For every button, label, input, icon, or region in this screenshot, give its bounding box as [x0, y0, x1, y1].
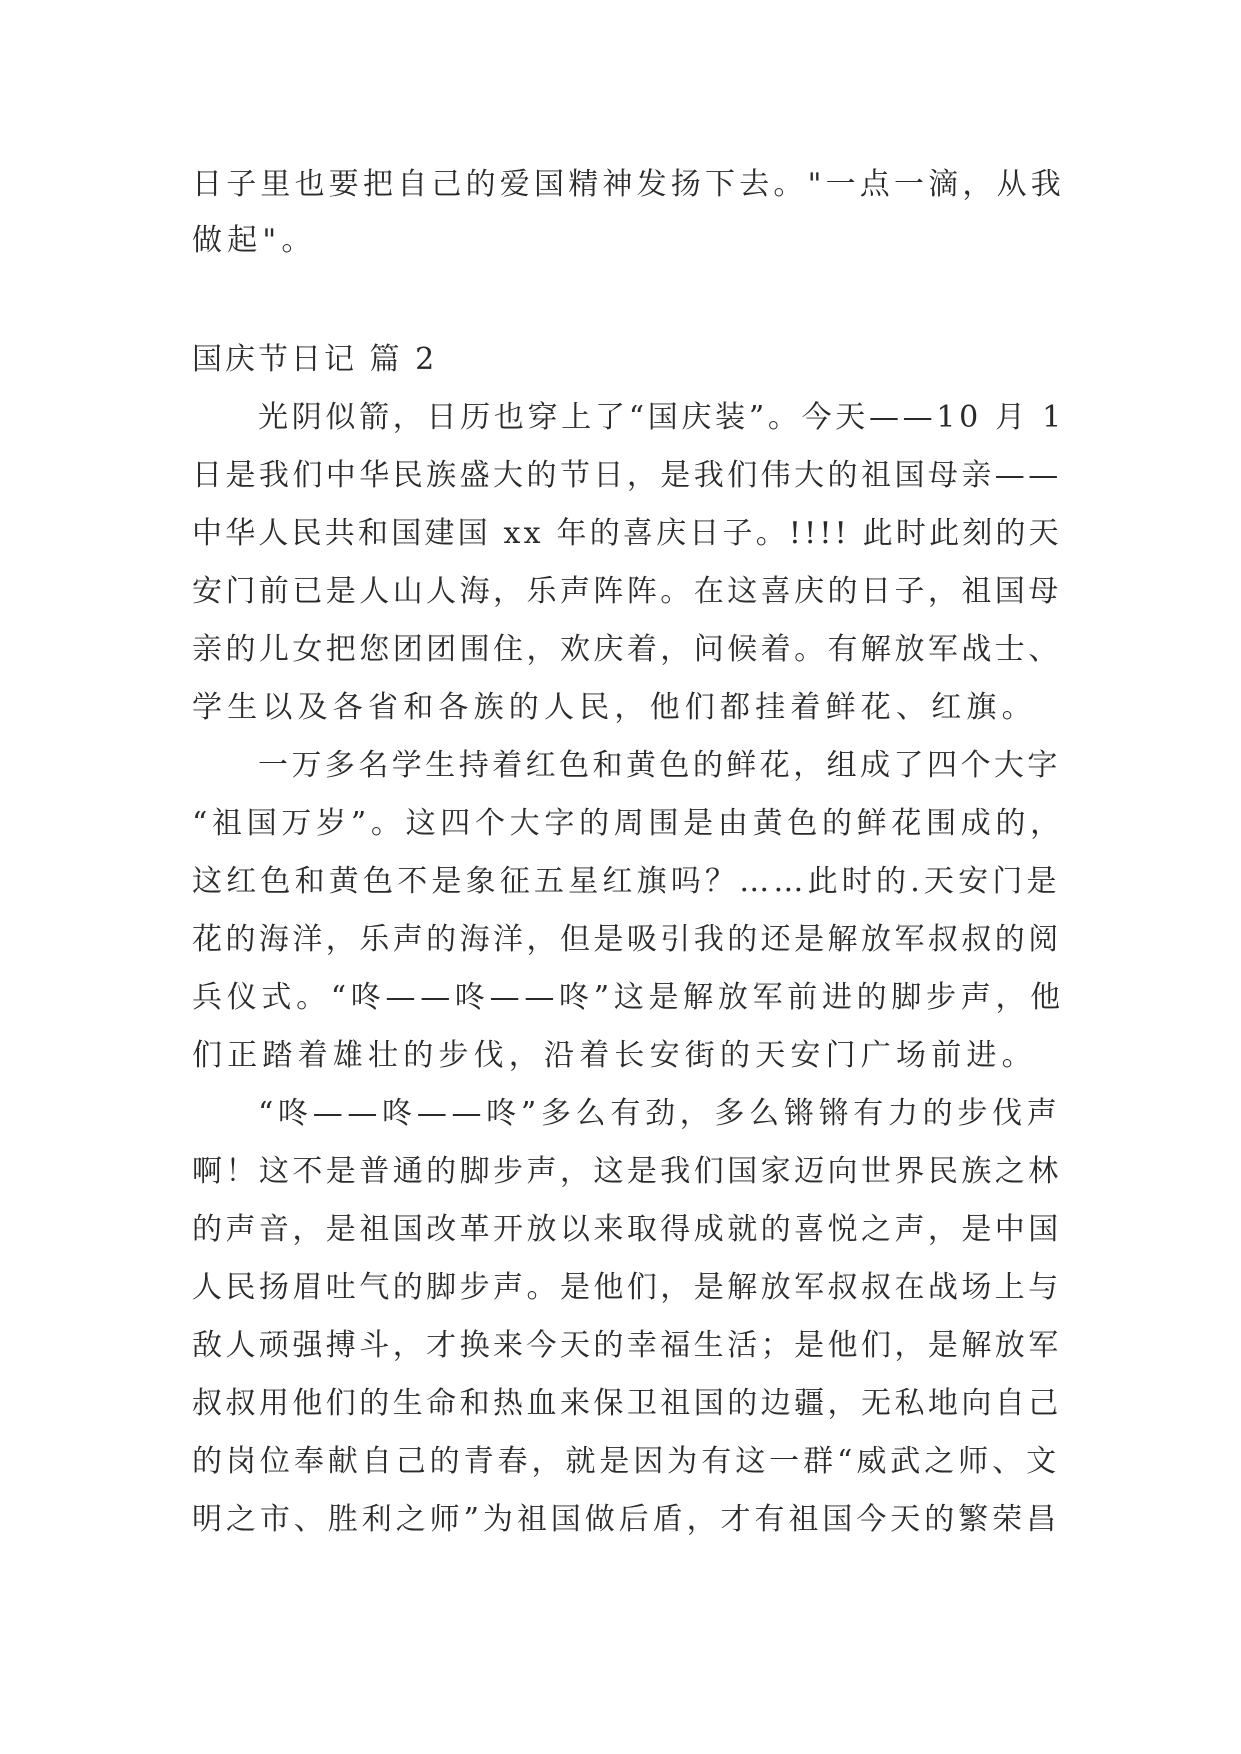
text-line: 明之市、胜利之师”为祖国做后盾，才有祖国今天的繁荣昌 — [192, 1502, 1061, 1537]
text-line: “咚——咚——咚”多么有劲，多么锵锵有力的步伐声 — [258, 1096, 1062, 1131]
text-line: 一万多名学生持着红色和黄色的鲜花，组成了四个大字 — [258, 748, 1061, 783]
text-line: 日子里也要把自己的爱国精神发扬下去。"一点一滴，从我 — [192, 167, 1065, 202]
text-line: 日是我们中华民族盛大的节日，是我们伟大的祖国母亲—— — [192, 458, 1062, 493]
text-line: 啊！这不是普通的脚步声，这是我们国家迈向世界民族之林 — [192, 1154, 1062, 1189]
text-line: 兵仪式。“咚——咚——咚”这是解放军前进的脚步声，他 — [192, 980, 1065, 1015]
text-line: 安门前已是人山人海，乐声阵阵。在这喜庆的日子，祖国母 — [192, 574, 1062, 609]
text-line: 人民扬眉吐气的脚步声。是他们，是解放军叔叔在战场上与 — [192, 1270, 1062, 1305]
text-line: 亲的儿女把您团团围住，欢庆着，问候着。有解放军战士、 — [192, 632, 1062, 667]
text-line: 的岗位奉献自己的青春，就是因为有这一群“威武之师、文 — [192, 1444, 1061, 1479]
text-line: 这红色和黄色不是象征五星红旗吗？……此时的.天安门是 — [192, 864, 1061, 899]
text-line: 敌人顽强搏斗，才换来今天的幸福生活；是他们，是解放军 — [192, 1328, 1062, 1363]
text-line: 花的海洋，乐声的海洋，但是吸引我的还是解放军叔叔的阅 — [192, 922, 1062, 957]
text-line: 的声音，是祖国改革开放以来取得成就的喜悦之声，是中国 — [192, 1212, 1062, 1247]
text-line: 做起"。 — [192, 223, 317, 258]
text-line: 们正踏着雄壮的步伐，沿着长安街的天安门广场前进。 — [192, 1038, 1037, 1073]
text-line: 叔叔用他们的生命和热血来保卫祖国的边疆，无私地向自己 — [192, 1386, 1062, 1421]
text-line: “祖国万岁”。这四个大字的周围是由黄色的鲜花围成的， — [192, 806, 1065, 841]
section-title: 国庆节日记 篇 2 — [192, 342, 438, 377]
text-line: 光阴似箭，日历也穿上了“国庆装”。今天——10 月 1 — [258, 400, 1065, 435]
text-line: 学生以及各省和各族的人民，他们都挂着鲜花、红旗。 — [192, 690, 1037, 725]
text-line: 中华人民共和国建国 xx 年的喜庆日子。!!!! 此时此刻的天 — [192, 516, 1062, 551]
